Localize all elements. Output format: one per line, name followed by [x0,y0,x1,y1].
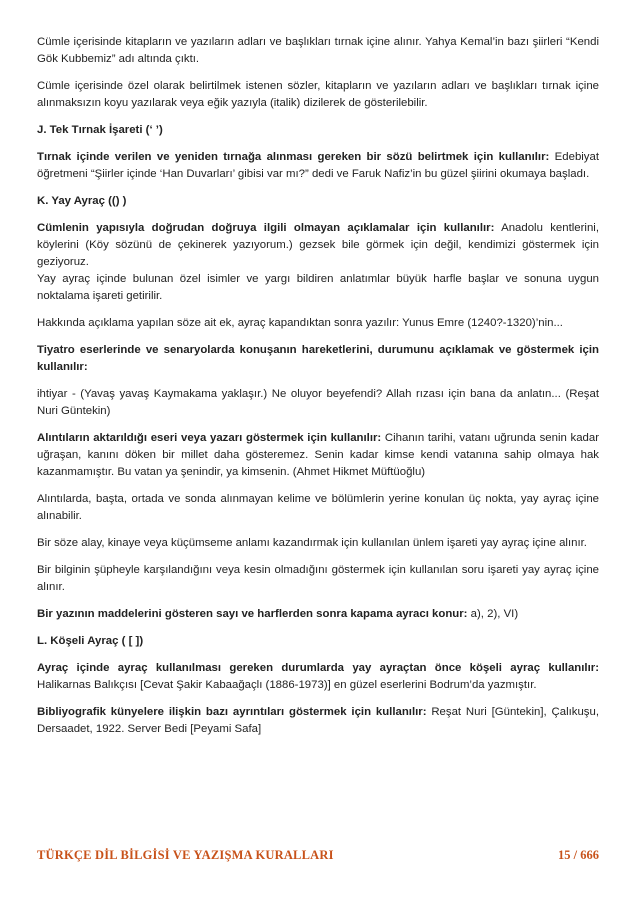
example-text: Reşat Nuri [Güntekin], Çalıkuşu, Dersaadet, 1922. Server Bedi [Peyami Safa] [37,706,599,735]
paragraph: ihtiyar - (Yavaş yavaş Kaymakama yaklaşır.) Ne oluyor beyefendi? Allah rızası için bana da anlatın... (Reşat Nuri Güntekin) [37,388,599,417]
paragraph [37,606,599,623]
paragraph [37,704,599,738]
example-text: Cihanın tarihi, vatanı uğrunda senin kadar uğraşan, kanını döken bir millet daha gösteremez. Senin kadar kimse kendi vatanına sahip olmaya hak kazanmamıştır. Bu vatan ya şenindir, ya kimsenin. (Ahmet Hikmet Müftüoğlu) [37,432,599,478]
footer-title: TÜRKÇE DİL BİLGİSİ VE YAZIŞMA KURALLARI [37,848,334,862]
paragraph: Alıntılarda, başta, ortada ve sonda alınmayan kelime ve bölümlerin yerine konulan üç nokta, yay ayraç içine alınabilir. [37,493,599,522]
section-heading-j: J. Tek Tırnak İşareti (‘ ’) [37,124,163,136]
rule-text: Bibliyografik künyelere ilişkin bazı ayrıntıları göstermek için kullanılır: [37,706,427,718]
rule-text: Tiyatro eserlerinde ve senaryolarda konuşanın hareketlerini, durumunu açıklamak ve göstermek için kullanılır: [37,344,599,373]
paragraph: Cümle içerisinde özel olarak belirtilmek istenen sözler, kitapların ve yazıların adları ve başlıkları tırnak içine alınmaksızın koyu yazılarak veya eğik yazıyla (italik) dizilerek de gösterilebilir. [37,80,599,109]
paragraph [37,430,599,481]
paragraph: Bir bilginin şüpheyle karşılandığını veya kesin olmadığını göstermek için kullanılan soru işareti yay ayraç içine alınır. [37,564,599,593]
example-text: Halikarnas Balıkçısı [Cevat Şakir Kabaağaçlı (1886-1973)] en güzel eserlerini Bodrum’da yazmıştır. [37,679,537,691]
rule-text: Bir yazının maddelerini gösteren sayı ve harflerden sonra kapama ayracı konur: [37,608,468,620]
paragraph [37,220,599,271]
paragraph [37,149,599,183]
rule-text: Ayraç içinde ayraç kullanılması gereken durumlarda yay ayraçtan önce köşeli ayraç kullanılır: [37,662,599,674]
rule-text: Tırnak içinde verilen ve yeniden tırnağa alınması gereken bir sözü belirtmek için kullanılır: [37,151,550,163]
paragraph [37,342,599,376]
paragraph: Yay ayraç içinde bulunan özel isimler ve yargı bildiren anlatımlar büyük harfle başlar ve sonuna uygun noktalama işareti getirilir. [37,273,599,302]
page-number: 15 / 666 [558,848,599,862]
page-footer [37,848,599,870]
paragraph: Hakkında açıklama yapılan söze ait ek, ayraç kapandıktan sonra yazılır: Yunus Emre (1240?-1320)’nin... [37,317,563,329]
rule-text: Cümlenin yapısıyla doğrudan doğruya ilgili olmayan açıklamalar için kullanılır: [37,222,495,234]
example-text: Anadolu kentlerini, köylerini (Köy sözünü de çekinerek yazıyorum.) gezsek bile görmek için değil, kendimizi göstermek için geziyoruz. [37,222,599,268]
example-text: Edebiyat öğretmeni “Şiirler içinde ‘Han Duvarları’ gibisi var mı?” dedi ve Faruk Nafiz’in bu güzel şiirini okumaya başladı. [37,151,599,180]
paragraph [37,660,599,694]
rule-text: Alıntıların aktarıldığı eseri veya yazarı göstermek için kullanılır: [37,432,382,444]
paragraph: Cümle içerisinde kitapların ve yazıların adları ve başlıkları tırnak içine alınır. Yahya Kemal’in bazı şiirleri “Kendi Gök Kubbemiz” adı altında çıktı. [37,36,599,65]
example-text: a), 2), VI) [467,608,519,620]
document-page [37,34,599,748]
section-heading-l: L. Köşeli Ayraç ( [ ]) [37,635,144,647]
paragraph: Bir söze alay, kinaye veya küçümseme anlamı kazandırmak için kullanılan ünlem işareti yay ayraç içine alınır. [37,537,587,549]
section-heading-k: K. Yay Ayraç (() ) [37,195,127,207]
